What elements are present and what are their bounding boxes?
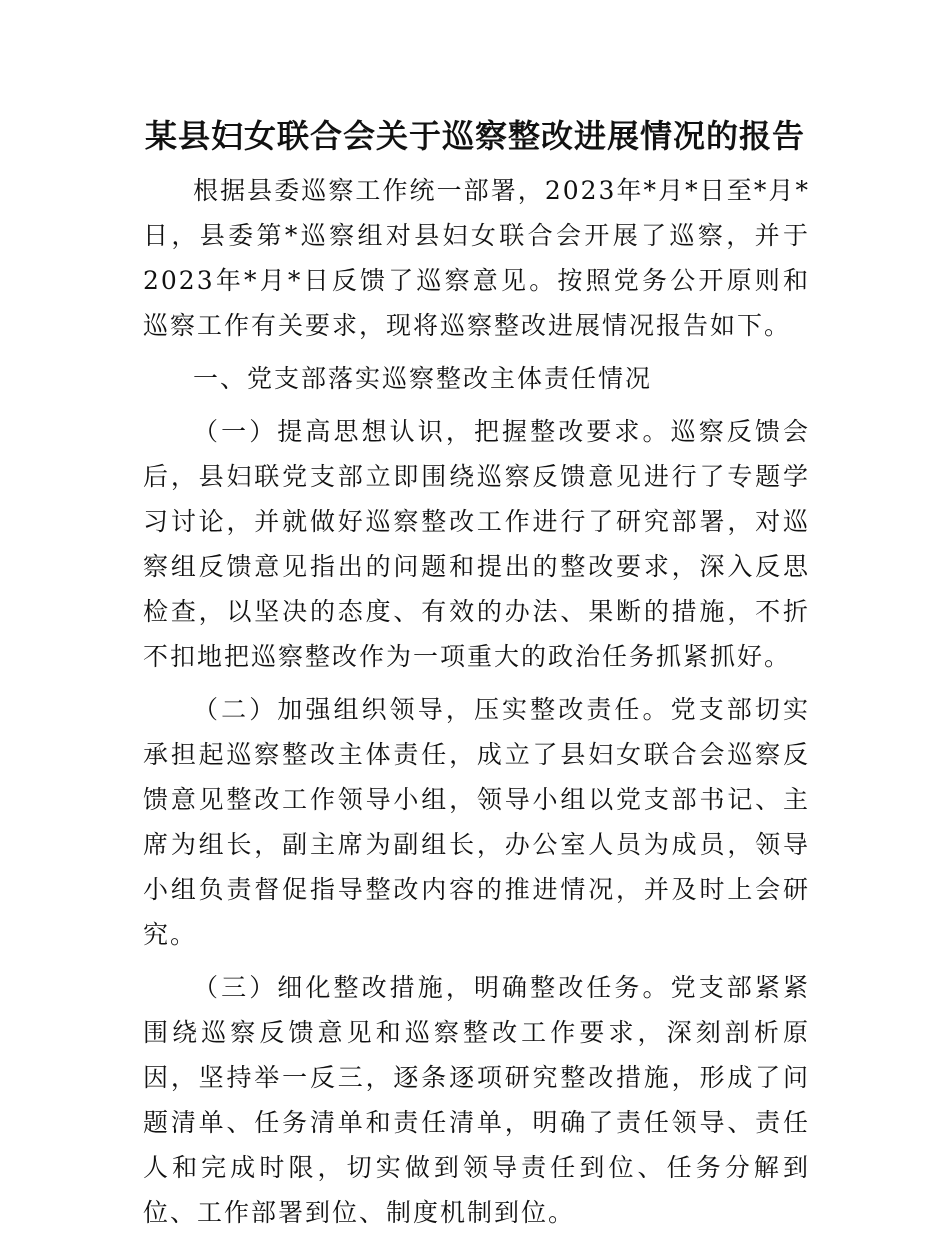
section-heading-1: 一、党支部落实巡察整改主体责任情况 (193, 364, 653, 393)
document-title: 某县妇女联合会关于巡察整改进展情况的报告 (144, 117, 805, 155)
paragraph-item-2: （二）加强组织领导，压实整改责任。党支部切实承担起巡察整改主体责任，成立了县妇女联合会巡察反馈意见整改工作领导小组，领导小组以党支部书记、主席为组长，副主席为副组长，办公室人员为成员，领导小组负责督促指导整改内容的推进情况，并及时上会研究。 (143, 695, 810, 949)
intro-paragraph: 根据县委巡察工作统一部署，2023年*月*日至*月*日，县委第*巡察组对县妇女联合会开展了巡察，并于2023年*月*日反馈了巡察意见。按照党务公开原则和巡察工作有关要求，现将巡察整改进展情况报告如下。 (143, 176, 810, 340)
paragraph-item-1: （一）提高思想认识，把握整改要求。巡察反馈会后，县妇联党支部立即围绕巡察反馈意见进行了专题学习讨论，并就做好巡察整改工作进行了研究部署，对巡察组反馈意见指出的问题和提出的整改要求，深入反思检查，以坚决的态度、有效的办法、果断的措施，不折不扣地把巡察整改作为一项重大的政治任务抓紧抓好。 (143, 417, 810, 671)
document-body (143, 168, 810, 1235)
paragraph-item-3: （三）细化整改措施，明确整改任务。党支部紧紧围绕巡察反馈意见和巡察整改工作要求，深刻剖析原因，坚持举一反三，逐条逐项研究整改措施，形成了问题清单、任务清单和责任清单，明确了责任领导、责任人和完成时限，切实做到领导责任到位、任务分解到位、工作部署到位、制度机制到位。 (143, 973, 810, 1227)
